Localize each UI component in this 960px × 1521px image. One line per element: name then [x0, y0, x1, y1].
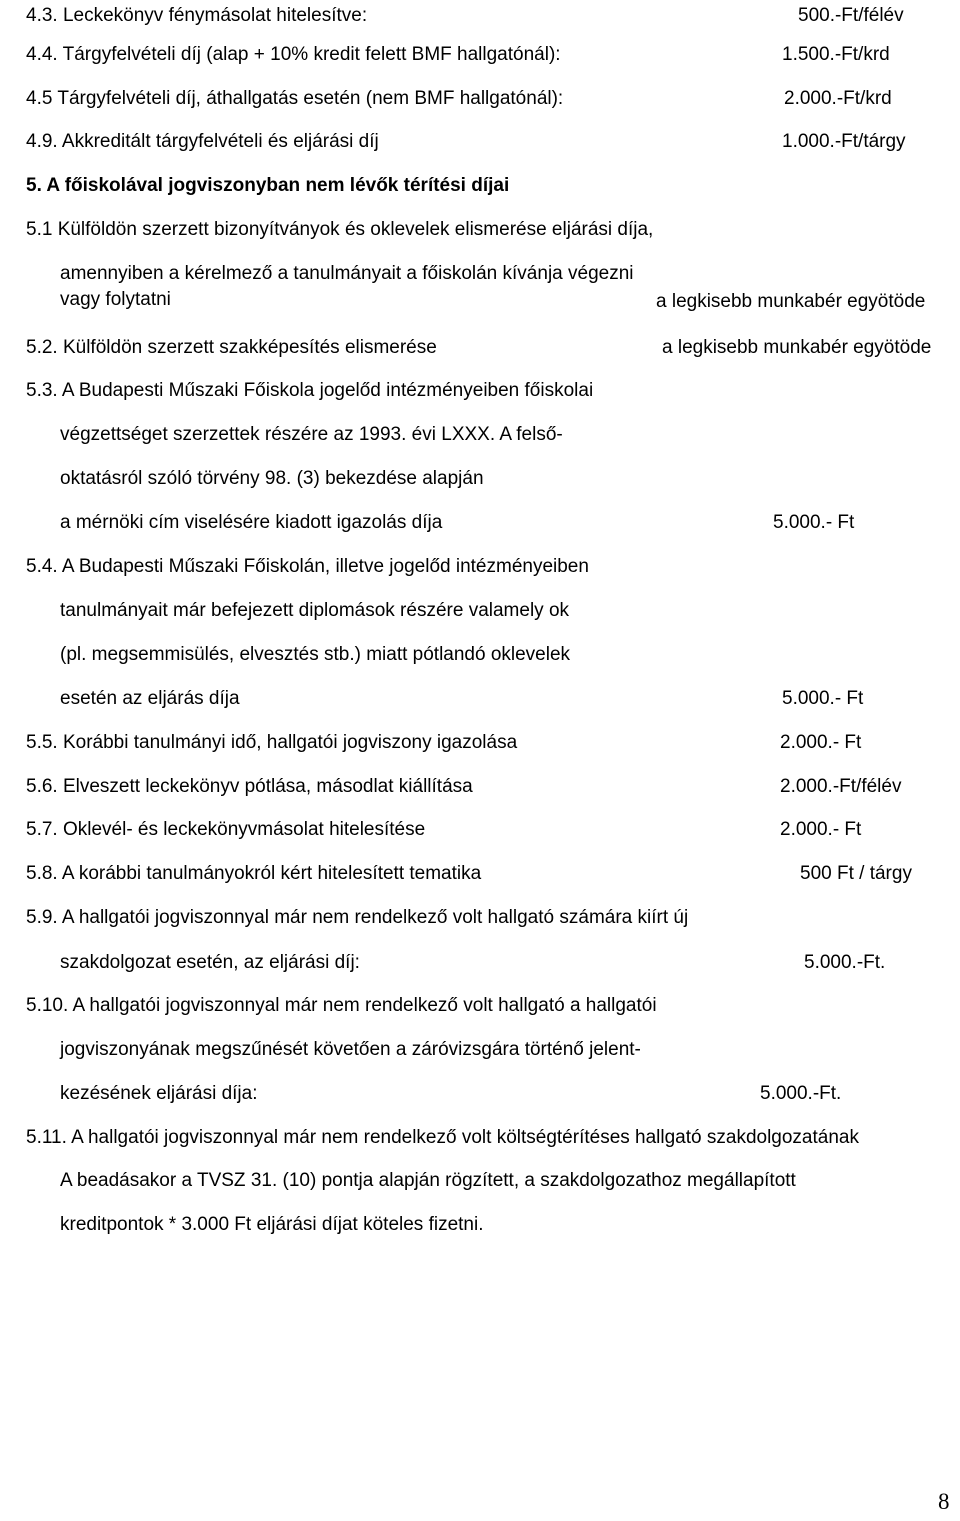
item-5-4-line4: esetén az eljárás díja [60, 688, 240, 709]
item-5-11-line1: 5.11. A hallgatói jogviszonnyal már nem rendelkező volt költségtérítéses hallgató szakdolgozatának [26, 1127, 859, 1148]
item-5-4-amount: 5.000.- Ft [782, 688, 864, 709]
item-5-4-line3: (pl. megsemmisülés, elvesztés stb.) miatt pótlandó oklevelek [60, 644, 571, 665]
fee-4-5-amount: 2.000.-Ft/krd [784, 88, 892, 109]
item-5-1-line1: 5.1 Külföldön szerzett bizonyítványok és oklevelek elismerése eljárási díja, [26, 219, 654, 240]
item-5-1-line3: vagy folytatni [60, 289, 171, 310]
item-5-9-line2: szakdolgozat esetén, az eljárási díj: [60, 952, 360, 973]
item-5-8-amount: 500 Ft / tárgy [800, 863, 912, 884]
item-5-1-amount: a legkisebb munkabér egyötöde [656, 291, 926, 312]
fee-4-3-amount: 500.-Ft/félév [798, 5, 904, 26]
item-5-6-label: 5.6. Elveszett leckekönyv pótlása, másodlat kiállítása [26, 776, 473, 797]
fee-4-4-amount: 1.500.-Ft/krd [782, 44, 890, 65]
item-5-3-line2: végzettséget szerzettek részére az 1993. évi LXXX. A felső- [60, 424, 563, 445]
item-5-1-line2: amennyiben a kérelmező a tanulmányait a főiskolán kívánja végezni [60, 263, 634, 284]
item-5-11-line3: kreditpontok * 3.000 Ft eljárási díjat köteles fizetni. [60, 1214, 484, 1235]
item-5-6-amount: 2.000.-Ft/félév [780, 776, 902, 797]
section-5-heading: 5. A főiskolával jogviszonyban nem lévők térítési díjai [26, 175, 510, 196]
item-5-9-amount: 5.000.-Ft. [804, 952, 886, 973]
item-5-2-label: 5.2. Külföldön szerzett szakképesítés elismerése [26, 337, 437, 358]
item-5-7-amount: 2.000.- Ft [780, 819, 862, 840]
item-5-5-label: 5.5. Korábbi tanulmányi idő, hallgatói jogviszony igazolása [26, 732, 518, 753]
item-5-5-amount: 2.000.- Ft [780, 732, 862, 753]
item-5-3-line4: a mérnöki cím viselésére kiadott igazolás díja [60, 512, 443, 533]
fee-4-9-label: 4.9. Akkreditált tárgyfelvételi és eljárási díj [26, 131, 379, 152]
fee-4-4-label: 4.4. Tárgyfelvételi díj (alap + 10% kredit felett BMF hallgatónál): [26, 44, 561, 65]
fee-4-5-label: 4.5 Tárgyfelvételi díj, áthallgatás esetén (nem BMF hallgatónál): [26, 88, 564, 109]
item-5-10-line1: 5.10. A hallgatói jogviszonnyal már nem rendelkező volt hallgató a hallgatói [26, 995, 657, 1016]
page-number: 8 [938, 1489, 950, 1514]
item-5-10-line2: jogviszonyának megszűnését követően a záróvizsgára történő jelent- [60, 1039, 641, 1060]
item-5-7-label: 5.7. Oklevél- és leckekönyvmásolat hitelesítése [26, 819, 426, 840]
item-5-2-amount: a legkisebb munkabér egyötöde [662, 337, 932, 358]
item-5-11-line2: A beadásakor a TVSZ 31. (10) pontja alapján rögzített, a szakdolgozathoz megállapított [60, 1170, 796, 1191]
item-5-3-amount: 5.000.- Ft [773, 512, 855, 533]
item-5-3-line1: 5.3. A Budapesti Műszaki Főiskola jogelőd intézményeiben főiskolai [26, 380, 594, 401]
item-5-10-amount: 5.000.-Ft. [760, 1083, 842, 1104]
fee-4-3-label: 4.3. Leckekönyv fénymásolat hitelesítve: [26, 5, 368, 26]
item-5-4-line2: tanulmányait már befejezett diplomások részére valamely ok [60, 600, 570, 621]
item-5-4-line1: 5.4. A Budapesti Műszaki Főiskolán, illetve jogelőd intézményeiben [26, 556, 589, 577]
item-5-9-line1: 5.9. A hallgatói jogviszonnyal már nem rendelkező volt hallgató számára kiírt új [26, 907, 689, 928]
item-5-8-label: 5.8. A korábbi tanulmányokról kért hitelesített tematika [26, 863, 482, 884]
fee-4-9-amount: 1.000.-Ft/tárgy [782, 131, 906, 152]
item-5-3-line3: oktatásról szóló törvény 98. (3) bekezdése alapján [60, 468, 484, 489]
item-5-10-line3: kezésének eljárási díja: [60, 1083, 258, 1104]
